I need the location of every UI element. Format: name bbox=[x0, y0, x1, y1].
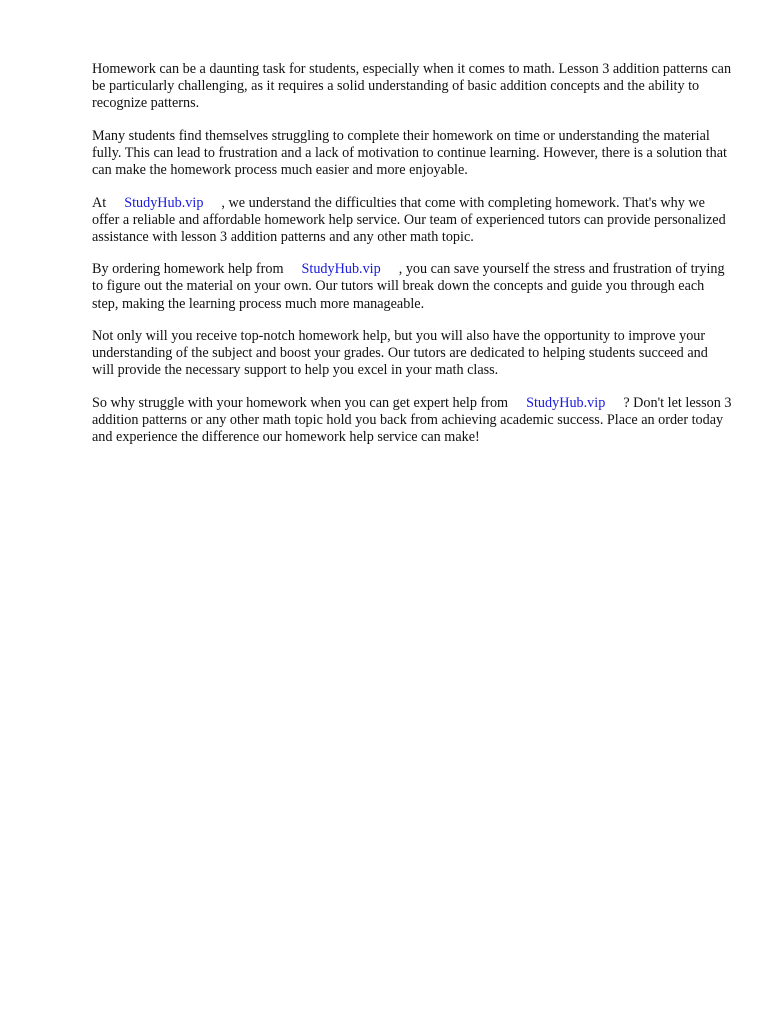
paragraph-closing bbox=[92, 395, 732, 446]
paragraph-service-rest: , we understand the difficulties that come with completing homework. That's why we offer a reliable and affordable homework help service. Our team of experienced tutors can provide personalized assistance with lesson 3 addition patterns and any other math topic. bbox=[92, 194, 726, 245]
paragraph-service-lead: At bbox=[92, 194, 107, 211]
studyhub-link-3[interactable]: StudyHub.vip bbox=[526, 394, 606, 411]
document-body bbox=[92, 61, 732, 462]
studyhub-link-2[interactable]: StudyHub.vip bbox=[301, 261, 381, 278]
paragraph-benefits: Not only will you receive top-notch homework help, but you will also have the opportunity to improve your understanding of the subject and boost your grades. Our tutors are dedicated to helping students succeed and will provide the necessary support to help you excel in your math class. bbox=[92, 328, 708, 379]
paragraph-ordering bbox=[92, 261, 732, 312]
paragraph-intro: Homework can be a daunting task for students, especially when it comes to math. Lesson 3 addition patterns can be particularly challenging, as it requires a solid understanding of basic addition concepts and the ability to recognize patterns. bbox=[92, 61, 732, 112]
paragraph-closing-rest: ? Don't let lesson 3 addition patterns or any other math topic hold you back from achieving academic success. Place an order today and experience the difference our homework help service can make! bbox=[92, 394, 732, 446]
paragraph-struggle: Many students find themselves struggling to complete their homework on time or understanding the material fully. This can lead to frustration and a lack of motivation to continue learning. However, there is a solution that can make the homework process much easier and more enjoyable. bbox=[92, 127, 727, 178]
paragraph-service bbox=[92, 195, 732, 246]
paragraph-closing-lead: So why struggle with your homework when you can get expert help from bbox=[92, 394, 509, 411]
paragraph-ordering-rest: , you can save yourself the stress and frustration of trying to figure out the material on your own. Our tutors will break down the concepts and guide you through each step, making the learning process much more manageable. bbox=[92, 261, 725, 312]
studyhub-link-1[interactable]: StudyHub.vip bbox=[124, 194, 204, 211]
paragraph-ordering-lead: By ordering homework help from bbox=[92, 261, 284, 278]
